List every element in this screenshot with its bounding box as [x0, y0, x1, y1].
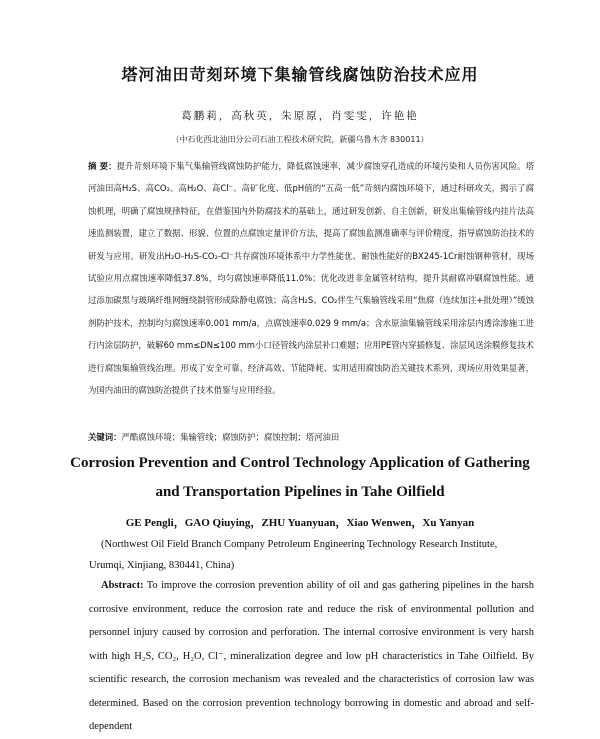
english-title-line-2: and Transportation Pipelines in Tahe Oilfield — [155, 484, 445, 500]
chinese-abstract-text: 提升苛刻环境下集气集输管线腐蚀防护能力，降低腐蚀速率，减少腐蚀穿孔造成的环境污染和人员伤害风险。塔河油田高H₂S、高CO₂、高H₂O、高Cl⁻、高矿化度、低pH值的“五高一低”苛刻内腐蚀环境下，通过科研攻关，揭示了腐蚀机理，明确了腐蚀规律特征，在借鉴国内外防腐技术的基础上，通过研发创新、自主创新，研发出集输管线内挂片法高速监测装置，建立了数据、形貌、位置的点腐蚀定量评价方法，提高了腐蚀监测准确率与评价精度，指导腐蚀防治技术的研发与应用。研发出H₂O-H₂S-CO₂-Cl⁻共存腐蚀环境体系中力学性能优、耐蚀性能好的BX245-1Cr耐蚀钢种管材，现场试验应用点腐蚀速率降低37.8%，均匀腐蚀速率降低11.0%；优化改进非金属管材结构，提升其耐腐冲刷腐蚀性能。通过添加碳黑与玻璃纤维网缠绕制管形成除静电腐蚀；高含H₂S、CO₂伴生气集输管线采用“焦腐（连续加注+批处理）”缓蚀剂防护技术，控制均匀腐蚀速率0.001 mm/a，点腐蚀速率0.029 9 mm/a；含水原油集输管线采用涂层内透涂渗施工进行内涂层防护，破解60 mm≤DN≤100 mm小口径管线内涂层补口难题；应用PE管内穿插修复、涂层风送涂膜修复技术进行腐蚀集输管线治理。形成了安全可靠、经济高效、节能降耗、实用适用腐蚀防治关键技术系列，现场应用效果显著，为国内油田的腐蚀防治提供了技术借鉴与应用经验。 — [88, 161, 534, 396]
chinese-title: 塔河油田苛刻环境下集输管线腐蚀防治技术应用 — [121, 65, 479, 84]
english-abstract — [89, 574, 534, 739]
english-title-line-1: Corrosion Prevention and Control Technology Application of Gathering — [70, 455, 530, 471]
chinese-abstract — [88, 155, 534, 401]
english-authors: GE Pengli，GAO Qiuying，ZHU Yuanyuan，Xiao Wenwen，Xu Yanyan — [125, 517, 475, 529]
chinese-keywords — [88, 431, 534, 443]
chinese-abstract-label: 摘 要： — [88, 161, 117, 171]
english-abstract-text: To improve the corrosion prevention ability of oil and gas gathering pipelines in the harsh corrosive environment, reduce the corrosion rate and reduce the risk of environmental pollution and personnel injury caused by corrosion and perforation. The internal corrosive environment is very harsh with high H₂S, CO₂, H₂O, Cl⁻, mineralization degree and low pH characteristics in Tahe Oilfield. By scientific research, the corrosion mechanism was revealed and the characteristics of corrosion law was determined. Based on the corrosion prevention technology borrowing in domestic and abroad and self-dependent — [89, 580, 534, 732]
chinese-affiliation: （中石化西北油田分公司石油工程技术研究院，新疆乌鲁木齐 830011） — [171, 135, 429, 144]
chinese-keywords-label: 关键词： — [88, 432, 122, 442]
chinese-authors: 葛鹏莉，高秋英，朱原原，肖雯雯，许艳艳 — [181, 110, 419, 122]
chinese-keywords-text: 严酷腐蚀环境；集输管线；腐蚀防护；腐蚀控制；塔河油田 — [121, 432, 340, 442]
english-affiliation: (Northwest Oil Field Branch Company Petroleum Engineering Technology Research Institute, Urumqi, Xinjiang, 830441, China) — [89, 539, 498, 571]
english-abstract-label: Abstract: — [101, 580, 144, 591]
